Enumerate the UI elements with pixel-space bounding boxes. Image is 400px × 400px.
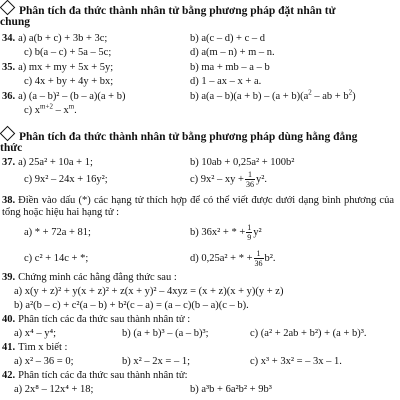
diamond-bullet-icon xyxy=(0,0,15,15)
fraction: $\frac{1}{9}$ xyxy=(247,223,252,242)
fraction: $\frac{1}{36}$ xyxy=(245,170,254,189)
section-heading-1-cont: chung xyxy=(0,16,31,28)
fraction: $\frac{1}{36}$ xyxy=(254,249,263,268)
section-heading-2: Phân tích đa thức thành nhân tử bằng phương pháp dùng hằng đẳng xyxy=(0,128,400,144)
section-heading-1: Phân tích đa thức thành nhân tử bằng phương pháp đặt nhân tử xyxy=(0,2,400,18)
diamond-bullet-icon xyxy=(0,126,15,142)
section-heading-2-cont: thức xyxy=(0,142,23,154)
textbook-page: Phân tích đa thức thành nhân tử bằng phương pháp đặt nhân tử chung 34. a) a(b + c) + 3b + 3c; b) a(c – d) + c – d c) b(a – c) + 5a – 5c; d) a(m – n) + m – n. 35. a) mx + my + 5x + 5y; b) ma + mb – a – b c) 4x + by + 4y + bx; d) 1 – ax – x + a. 36. a) (a – b)² – (b – a)(a + b) b) $a(a - b)(a + b) - (a + b)(a^2$ – ab + $b^2$) c) $x^{m+2} - x^m$. Phân tích đa thức thành nhân tử bằng phương pháp dùng hằng đẳng thức 37. a) 25a² + 10a + 1; b) 10ab + 0,25a² + 100b² c) 9x² – 24x + 16y²; c) 9x² – xy + $\frac{1}{36}$ y². 38. Điền vào dấu (*) các hạng tử thích hợp để có thể viết được dưới dạng bình phương của tổng hoặc hiệu hai hạng tử : a) * + 72a + 81; b) 36x² + * + $\frac{1}{9}$ y² c) c² + 14c + *; d) 0,25a² + * + $\frac{1}{36}$ b². 39. Chứng minh các hằng đẳng thức sau : a) x(y + z)² + y(x + z)² + z(x + y)² – 4xyz = (x + z)(x + y)(y + z) b) a²(b – c) + c²(a – b) + b²(c – a) = (a – c)(b – a)(c – b). 40. Phân tích các đa thức sau thành nhân tử : a) x⁴ – y⁴; b) (a + b)³ – (a – b)³; c) (a² + 2ab + b²) + (a + b)³. 41. Tìm x biết : a) x² – 36 = 0; b) x² – 2x = – 1; c) x³ + 3x² = – 3x – 1. 42. Phân tích các đa thức sau thành nhân tử: a) 2x⁸ – 12x⁴ + 18; b) a³b + 6a²b² + 9b³ xyxy=(0,0,400,400)
